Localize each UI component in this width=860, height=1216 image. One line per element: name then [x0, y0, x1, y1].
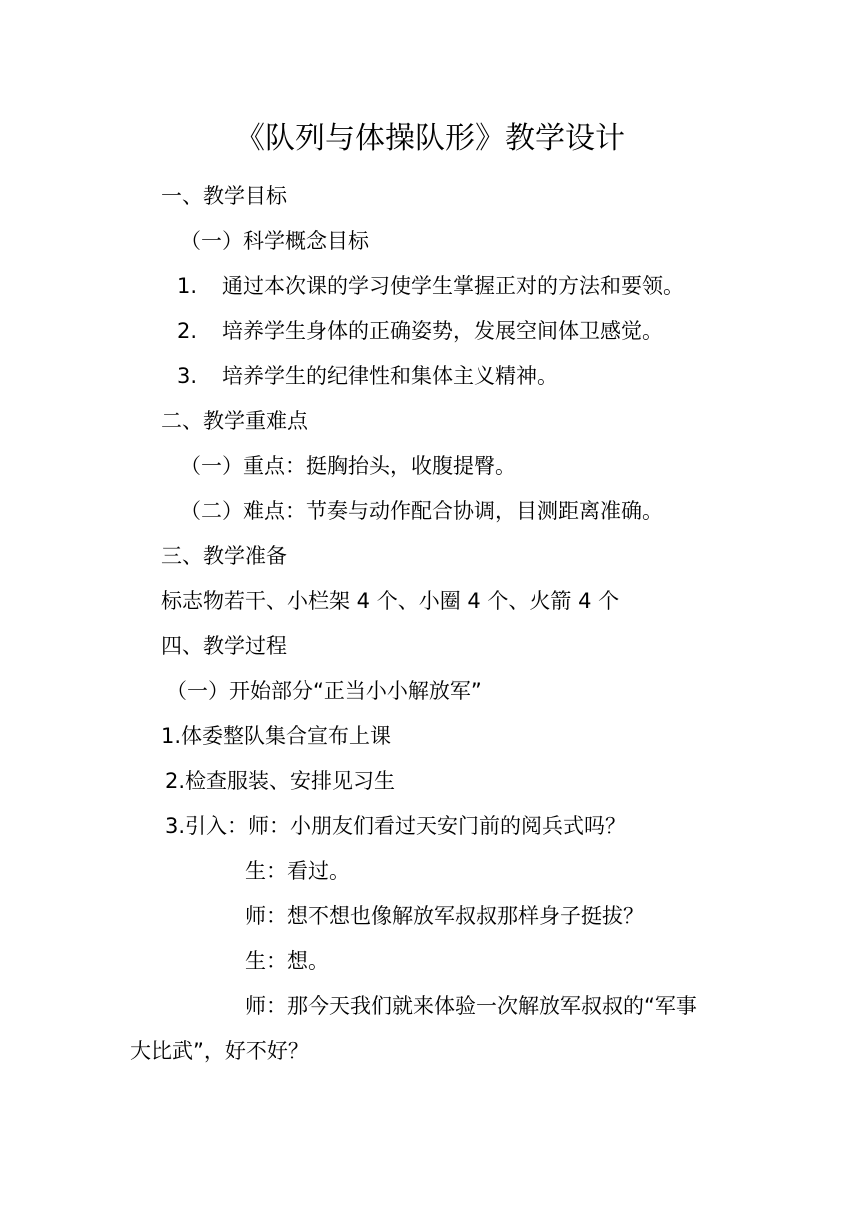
process-step-1: 1.体委整队集合宣布上课 — [161, 724, 392, 748]
section-heading-key-points: 二、教学重难点 — [161, 409, 308, 433]
key-point-text: （一）重点：挺胸抬头，收腹提臀。 — [180, 454, 516, 478]
list-item-goal-1 — [177, 271, 684, 301]
list-number: 2. — [177, 319, 198, 343]
dialogue-line-4: 师：那今天我们就来体验一次解放军叔叔的“军事 — [245, 994, 697, 1018]
document-title: 《队列与体操队形》教学设计 — [235, 121, 625, 156]
list-number: 1. — [177, 274, 198, 298]
list-number: 3. — [177, 364, 198, 388]
process-step-2: 2.检查服装、安排见习生 — [165, 769, 396, 793]
dialogue-line-2: 师：想不想也像解放军叔叔那样身子挺拔？ — [245, 904, 644, 928]
list-text: 培养学生身体的正确姿势，发展空间体卫感觉。 — [222, 319, 663, 343]
list-item-goal-3 — [177, 361, 558, 391]
list-text: 通过本次课的学习使学生掌握正对的方法和要领。 — [222, 274, 684, 298]
section-heading-process: 四、教学过程 — [161, 634, 287, 658]
dialogue-line-3: 生：想。 — [245, 949, 329, 973]
difficult-point-text: （二）难点：节奏与动作配合协调，目测距离准确。 — [180, 499, 663, 523]
dialogue-line-1: 生：看过。 — [245, 859, 350, 883]
subsection-concept-goals: （一）科学概念目标 — [180, 229, 369, 253]
section-heading-objectives: 一、教学目标 — [161, 184, 287, 208]
process-part-1: （一）开始部分“正当小小解放军” — [166, 679, 482, 703]
process-step-3: 3.引入：师：小朋友们看过天安门前的阅兵式吗？ — [165, 814, 627, 838]
materials-text: 标志物若干、小栏架 4 个、小圈 4 个、火箭 4 个 — [161, 589, 620, 613]
list-item-goal-2 — [177, 316, 663, 346]
list-text: 培养学生的纪律性和集体主义精神。 — [222, 364, 558, 388]
dialogue-line-4-continued: 大比武”，好不好？ — [130, 1039, 309, 1063]
section-heading-preparation: 三、教学准备 — [161, 544, 287, 568]
